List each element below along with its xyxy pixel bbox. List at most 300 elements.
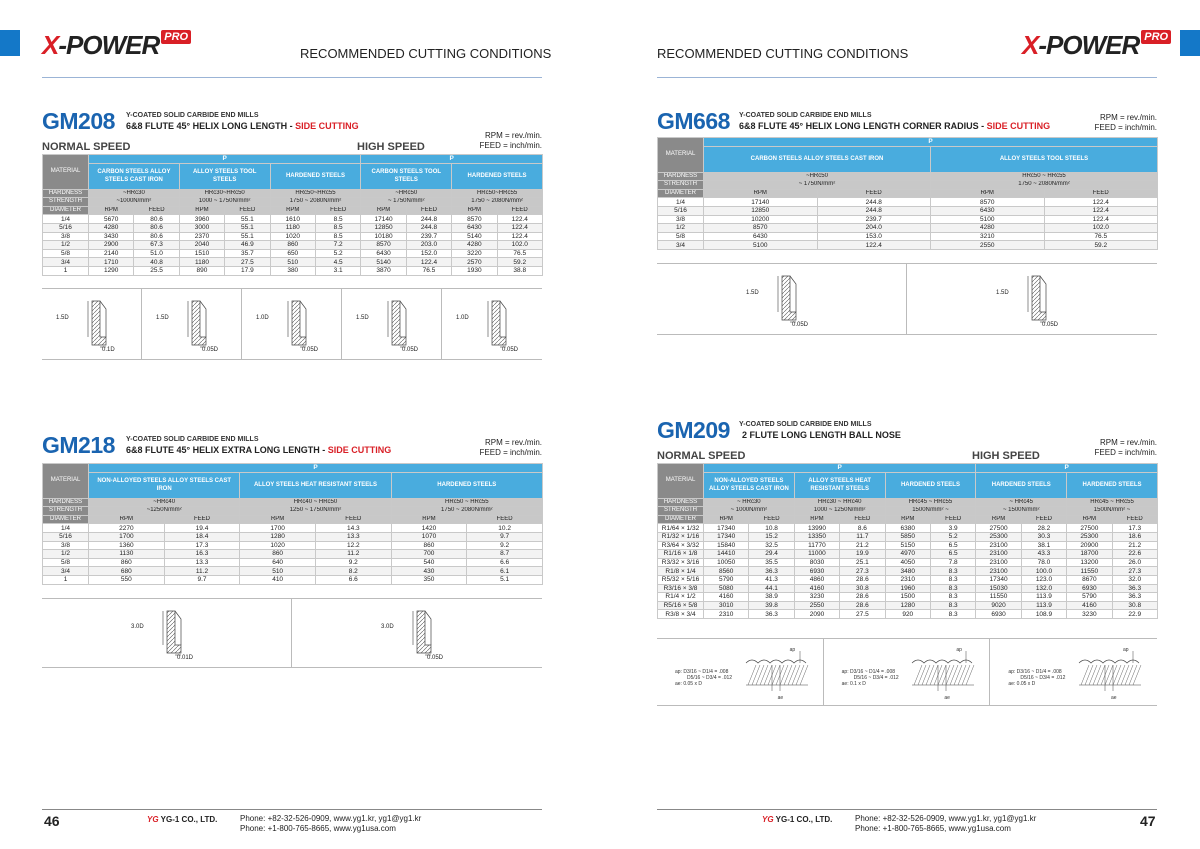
table-row	[43, 567, 543, 576]
value-cell: 67.3	[134, 241, 179, 250]
value-cell: 13.3	[164, 558, 240, 567]
value-cell: 12.2	[315, 541, 391, 550]
value-cell: 5080	[704, 584, 749, 593]
value-cell: 152.0	[406, 249, 451, 258]
table-row	[658, 593, 1158, 602]
table-row	[43, 241, 543, 250]
contact-info: Phone: +82-32-526-0909, www.yg1.kr, yg1@yg1.kr Phone: +1-800-765-8665, www.yg1usa.com	[855, 814, 1037, 833]
value-cell: 26.0	[1112, 558, 1157, 567]
value-cell: 25.1	[840, 558, 885, 567]
value-cell: 8.3	[930, 601, 975, 610]
value-cell: 13990	[794, 524, 839, 533]
value-cell: 4160	[704, 593, 749, 602]
material-label: MATERIAL	[43, 155, 89, 190]
product-code: GM209	[657, 417, 730, 443]
value-cell: 113.9	[1021, 601, 1066, 610]
units-legend: RPM = rev./min. FEED = inch/min.	[1094, 438, 1157, 457]
cutting-profile-icon	[178, 297, 218, 351]
value-cell: 23100	[976, 558, 1021, 567]
product-subtitle: Y-COATED SOLID CARBIDE END MILLS	[126, 436, 259, 443]
value-cell: 55.1	[225, 215, 270, 224]
value-cell: 35.5	[749, 558, 794, 567]
material-group: HARDENED STEELS	[976, 472, 1067, 498]
value-cell: 239.7	[817, 215, 931, 224]
cutting-diagram	[242, 289, 342, 359]
value-cell: 1420	[391, 524, 467, 533]
value-cell: 550	[89, 575, 165, 584]
table-row	[43, 232, 543, 241]
high-speed-label: HIGH SPEED	[972, 450, 1040, 462]
value-cell: 8570	[704, 224, 818, 233]
table-row	[43, 249, 543, 258]
feed-header: FEED	[406, 206, 451, 215]
value-cell: 203.0	[406, 241, 451, 250]
value-cell: 890	[179, 266, 224, 275]
value-cell: 2550	[931, 241, 1045, 250]
rpm-header: RPM	[452, 206, 497, 215]
value-cell: 8.3	[930, 593, 975, 602]
ball-nose-profile-icon	[908, 645, 978, 695]
table-row	[43, 215, 543, 224]
value-cell: 36.3	[749, 610, 794, 619]
strength-value: 1750 ~ 2080N/mm²	[931, 181, 1158, 190]
ae-label: ae	[944, 695, 950, 701]
value-cell: 10180	[361, 232, 406, 241]
depth-label: 1.5D	[356, 315, 369, 321]
rpm-header: RPM	[931, 189, 1045, 198]
product-subtitle: Y-COATED SOLID CARBIDE END MILLS	[739, 112, 872, 119]
value-cell: 350	[391, 575, 467, 584]
table-row	[43, 532, 543, 541]
table-row	[43, 541, 543, 550]
value-cell: 13350	[794, 532, 839, 541]
product-code: GM208	[42, 108, 115, 134]
hardness-value: HRc50~HRc55	[270, 189, 361, 198]
product-description: 6&8 FLUTE 45° HELIX LONG LENGTH - SIDE CUTTING	[126, 121, 359, 131]
normal-speed-label: NORMAL SPEED	[42, 141, 131, 153]
value-cell: 17.9	[225, 266, 270, 275]
hardness-label: HARDNESS	[43, 189, 89, 198]
table-row	[43, 550, 543, 559]
cutting-diagram	[292, 599, 542, 667]
value-cell: 76.5	[497, 249, 542, 258]
diameter-cell: 3/4	[43, 258, 89, 267]
strength-value: ~ 1750N/mm²	[704, 181, 931, 190]
diameter-cell: 1/4	[658, 198, 704, 207]
value-cell: 80.6	[134, 215, 179, 224]
ball-nose-profile-icon	[742, 645, 812, 695]
value-cell: 6380	[885, 524, 930, 533]
value-cell: 8.3	[930, 584, 975, 593]
value-cell: 8.5	[315, 223, 360, 232]
value-cell: 5.1	[467, 575, 543, 584]
hardness-value: HRc30~HRc50	[179, 189, 270, 198]
table-row	[658, 558, 1158, 567]
strength-value: ~ 1500N/mm²	[976, 507, 1067, 516]
diameter-cell: 1	[43, 266, 89, 275]
material-group: HARDENED STEELS	[391, 472, 542, 498]
value-cell: 860	[240, 550, 316, 559]
value-cell: 700	[391, 550, 467, 559]
table-row	[658, 206, 1158, 215]
value-cell: 1510	[179, 249, 224, 258]
diameter-cell: R3/32 × 3/16	[658, 558, 704, 567]
feed-header: FEED	[497, 206, 542, 215]
value-cell: 41.3	[749, 575, 794, 584]
value-cell: 2040	[179, 241, 224, 250]
strength-value: 1750 ~ 2080N/mm²	[391, 507, 542, 516]
value-cell: 1290	[89, 266, 134, 275]
value-cell: 122.4	[497, 232, 542, 241]
width-label: 0.05D	[427, 655, 444, 661]
diameter-label: DIAMETER	[658, 189, 704, 198]
product-description: 2 FLUTE LONG LENGTH BALL NOSE	[742, 430, 901, 440]
value-cell: 9020	[976, 601, 1021, 610]
value-cell: 6930	[976, 610, 1021, 619]
depth-label: 1.0D	[456, 315, 469, 321]
value-cell: 14410	[704, 550, 749, 559]
hardness-value: ~ HRc45	[976, 498, 1067, 507]
value-cell: 10200	[704, 215, 818, 224]
value-cell: 23100	[976, 541, 1021, 550]
value-cell: 7.8	[930, 558, 975, 567]
value-cell: 860	[270, 241, 315, 250]
iso-group-p: P	[976, 464, 1158, 473]
strength-value: 1250 ~ 1750N/mm²	[240, 507, 391, 516]
rpm-header: RPM	[240, 515, 316, 524]
diameter-cell: R3/64 × 3/32	[658, 541, 704, 550]
width-label: 0.01D	[177, 655, 194, 661]
value-cell: 19.4	[164, 524, 240, 533]
value-cell: 17.3	[1112, 524, 1157, 533]
rpm-header: RPM	[391, 515, 467, 524]
value-cell: 5850	[885, 532, 930, 541]
hardness-value: ~ HRc30	[704, 498, 795, 507]
value-cell: 510	[240, 567, 316, 576]
value-cell: 2310	[885, 575, 930, 584]
value-cell: 12850	[361, 223, 406, 232]
table-row	[43, 575, 543, 584]
value-cell: 80.6	[134, 223, 179, 232]
diameter-cell: 5/8	[43, 558, 89, 567]
value-cell: 650	[270, 249, 315, 258]
ball-nose-note	[824, 639, 991, 705]
value-cell: 3010	[704, 601, 749, 610]
diameter-cell: 5/16	[43, 223, 89, 232]
strength-value: ~1250N/mm²	[89, 507, 240, 516]
company-logo: YG YG-1 CO., LTD.	[762, 815, 833, 824]
value-cell: 8.5	[315, 232, 360, 241]
page-title: RECOMMENDED CUTTING CONDITIONS	[300, 46, 552, 61]
value-cell: 10050	[704, 558, 749, 567]
value-cell: 380	[270, 266, 315, 275]
value-cell: 113.9	[1021, 593, 1066, 602]
table-row	[658, 224, 1158, 233]
diameter-cell: 5/16	[658, 206, 704, 215]
value-cell: 8.3	[930, 575, 975, 584]
value-cell: 6.6	[315, 575, 391, 584]
cutting-diagram	[657, 264, 907, 334]
cutting-table-gm209	[657, 463, 1158, 619]
value-cell: 27500	[976, 524, 1021, 533]
diameter-label: DIAMETER	[658, 515, 704, 524]
hardness-value: HRc50 ~ HRc55	[931, 172, 1158, 181]
value-cell: 23100	[976, 567, 1021, 576]
value-cell: 100.0	[1021, 567, 1066, 576]
cutting-diagram	[442, 289, 542, 359]
strength-label: STRENGTH	[658, 507, 704, 516]
material-label: MATERIAL	[658, 138, 704, 173]
value-cell: 10.2	[467, 524, 543, 533]
table-row	[43, 266, 543, 275]
ap-ae-note: ap: D3/16 ~ D1/4 = .008 D5/16 ~ D3/4 = .012 ae: 0.05 x D	[1008, 669, 1066, 687]
value-cell: 6.5	[930, 541, 975, 550]
value-cell: 5100	[704, 241, 818, 250]
value-cell: 11.7	[840, 532, 885, 541]
value-cell: 3960	[179, 215, 224, 224]
hardness-value: ~HRc30	[89, 189, 180, 198]
cutting-profile-icon	[768, 272, 808, 326]
value-cell: 8.6	[840, 524, 885, 533]
value-cell: 15030	[976, 584, 1021, 593]
value-cell: 4860	[794, 575, 839, 584]
value-cell: 122.4	[1044, 198, 1158, 207]
rpm-header: RPM	[885, 515, 930, 524]
value-cell: 76.5	[1044, 232, 1158, 241]
value-cell: 11550	[976, 593, 1021, 602]
value-cell: 17340	[704, 524, 749, 533]
value-cell: 17340	[704, 532, 749, 541]
diameter-cell: R1/16 × 1/8	[658, 550, 704, 559]
feed-header: FEED	[1044, 189, 1158, 198]
value-cell: 2550	[794, 601, 839, 610]
table-row	[658, 241, 1158, 250]
value-cell: 4160	[794, 584, 839, 593]
feed-header: FEED	[817, 189, 931, 198]
value-cell: 1500	[885, 593, 930, 602]
value-cell: 80.6	[134, 232, 179, 241]
value-cell: 6930	[794, 567, 839, 576]
strength-value: 1500N/mm² ~	[1067, 507, 1158, 516]
rpm-header: RPM	[1067, 515, 1112, 524]
material-group: ALLOY STEELS HEAT RESISTANT STEELS	[240, 472, 391, 498]
value-cell: 4.5	[315, 258, 360, 267]
ap-label: ap	[1122, 647, 1129, 653]
value-cell: 3870	[361, 266, 406, 275]
value-cell: 1020	[270, 232, 315, 241]
table-row	[658, 541, 1158, 550]
feed-header: FEED	[225, 206, 270, 215]
cutting-profile-icon	[1018, 272, 1058, 326]
value-cell: 35.7	[225, 249, 270, 258]
iso-group-p: P	[361, 155, 543, 164]
depth-label: 1.5D	[996, 290, 1009, 296]
value-cell: 10.8	[749, 524, 794, 533]
value-cell: 122.4	[497, 215, 542, 224]
rpm-header: RPM	[794, 515, 839, 524]
value-cell: 6430	[931, 206, 1045, 215]
table-row	[658, 575, 1158, 584]
table-row	[43, 258, 543, 267]
value-cell: 27.3	[840, 567, 885, 576]
value-cell: 76.5	[406, 266, 451, 275]
diagram-row-gm218	[42, 598, 542, 668]
material-group: ALLOY STEELS HEAT RESISTANT STEELS	[794, 472, 885, 498]
product-code: GM218	[42, 432, 115, 458]
value-cell: 39.8	[749, 601, 794, 610]
hardness-value: HRc30 ~ HRc40	[794, 498, 885, 507]
strength-value: 1750 ~ 2080N/mm²	[452, 198, 543, 207]
value-cell: 1360	[89, 541, 165, 550]
value-cell: 3.9	[930, 524, 975, 533]
cutting-diagram	[42, 289, 142, 359]
value-cell: 32.5	[749, 541, 794, 550]
value-cell: 3210	[931, 232, 1045, 241]
value-cell: 102.0	[497, 241, 542, 250]
diameter-cell: R5/32 × 5/16	[658, 575, 704, 584]
high-speed-label: HIGH SPEED	[357, 141, 425, 153]
value-cell: 4160	[1067, 601, 1112, 610]
product-description: 6&8 FLUTE 45° HELIX EXTRA LONG LENGTH - SIDE CUTTING	[126, 445, 392, 455]
page-tab-marker	[0, 30, 20, 56]
units-legend: RPM = rev./min. FEED = inch/min.	[1094, 113, 1157, 132]
value-cell: 14.3	[315, 524, 391, 533]
strength-value: 1750 ~ 2080N/mm²	[270, 198, 361, 207]
ball-nose-profile-icon	[1075, 645, 1145, 695]
table-row	[658, 532, 1158, 541]
ae-label: ae	[1110, 695, 1117, 701]
strength-value: ~1000N/mm²	[89, 198, 180, 207]
value-cell: 5.2	[930, 532, 975, 541]
value-cell: 21.2	[1112, 541, 1157, 550]
value-cell: 8.3	[930, 610, 975, 619]
diameter-cell: 1/4	[43, 215, 89, 224]
product-description: 6&8 FLUTE 45° HELIX LONG LENGTH CORNER RADIUS - SIDE CUTTING	[739, 121, 1051, 131]
value-cell: 38.9	[749, 593, 794, 602]
value-cell: 6.6	[467, 558, 543, 567]
value-cell: 2370	[179, 232, 224, 241]
value-cell: 30.8	[1112, 601, 1157, 610]
strength-value: ~ 1000N/mm²	[704, 507, 795, 516]
strength-value: 1000 ~ 1750N/mm²	[179, 198, 270, 207]
cutting-profile-icon	[153, 607, 193, 659]
value-cell: 1180	[179, 258, 224, 267]
rpm-header: RPM	[361, 206, 406, 215]
normal-speed-label: NORMAL SPEED	[657, 450, 746, 462]
cutting-diagram	[342, 289, 442, 359]
table-row	[43, 558, 543, 567]
diameter-cell: R3/16 × 3/8	[658, 584, 704, 593]
value-cell: 11550	[1067, 567, 1112, 576]
diameter-cell: 3/4	[658, 241, 704, 250]
value-cell: 8560	[704, 567, 749, 576]
value-cell: 5140	[452, 232, 497, 241]
value-cell: 1180	[270, 223, 315, 232]
table-row	[658, 601, 1158, 610]
value-cell: 59.2	[497, 258, 542, 267]
value-cell: 11770	[794, 541, 839, 550]
value-cell: 122.4	[817, 241, 931, 250]
value-cell: 3230	[1067, 610, 1112, 619]
hardness-label: HARDNESS	[658, 172, 704, 181]
diameter-cell: 1	[43, 575, 89, 584]
material-group: HARDENED STEELS	[452, 163, 543, 189]
diameter-cell: 3/8	[658, 215, 704, 224]
width-label: 0.05D	[502, 347, 519, 353]
value-cell: 9.7	[164, 575, 240, 584]
value-cell: 43.3	[1021, 550, 1066, 559]
cutting-profile-icon	[478, 297, 518, 351]
cutting-profile-icon	[403, 607, 443, 659]
value-cell: 18.6	[1112, 532, 1157, 541]
value-cell: 4050	[885, 558, 930, 567]
diameter-label: DIAMETER	[43, 515, 89, 524]
value-cell: 244.8	[817, 198, 931, 207]
value-cell: 22.6	[1112, 550, 1157, 559]
iso-group-p: P	[89, 155, 361, 164]
cutting-profile-icon	[378, 297, 418, 351]
strength-label: STRENGTH	[43, 507, 89, 516]
cutting-profile-icon	[278, 297, 318, 351]
rpm-header: RPM	[89, 206, 134, 215]
value-cell: 25.5	[134, 266, 179, 275]
company-logo: YG YG-1 CO., LTD.	[147, 815, 218, 824]
material-label: MATERIAL	[658, 464, 704, 499]
diameter-cell: 3/8	[43, 541, 89, 550]
value-cell: 204.0	[817, 224, 931, 233]
value-cell: 3220	[452, 249, 497, 258]
value-cell: 1960	[885, 584, 930, 593]
depth-label: 1.5D	[156, 315, 169, 321]
value-cell: 55.1	[225, 232, 270, 241]
value-cell: 19.9	[840, 550, 885, 559]
value-cell: 78.0	[1021, 558, 1066, 567]
table-row	[658, 198, 1158, 207]
strength-label: STRENGTH	[43, 198, 89, 207]
value-cell: 1070	[391, 532, 467, 541]
value-cell: 4280	[89, 223, 134, 232]
hardness-value: HRc50~HRc55	[452, 189, 543, 198]
hardness-value: ~HRc40	[89, 498, 240, 507]
strength-value: ~ 1750N/mm²	[361, 198, 452, 207]
feed-header: FEED	[840, 515, 885, 524]
material-group: HARDENED STEELS	[1067, 472, 1158, 498]
value-cell: 3430	[89, 232, 134, 241]
hardness-value: HRc40 ~ HRc50	[240, 498, 391, 507]
value-cell: 8570	[361, 241, 406, 250]
value-cell: 30.8	[840, 584, 885, 593]
contact-info: Phone: +82-32-526-0909, www.yg1.kr, yg1@yg1.kr Phone: +1-800-765-8665, www.yg1usa.com	[240, 814, 422, 833]
cutting-table-gm208	[42, 154, 543, 276]
value-cell: 122.4	[1044, 206, 1158, 215]
value-cell: 9.2	[315, 558, 391, 567]
table-row	[658, 610, 1158, 619]
value-cell: 122.4	[406, 258, 451, 267]
cutting-table-gm218	[42, 463, 543, 585]
width-label: 0.05D	[1042, 322, 1059, 328]
diameter-cell: R1/32 × 1/16	[658, 532, 704, 541]
value-cell: 2900	[89, 241, 134, 250]
value-cell: 16.3	[164, 550, 240, 559]
value-cell: 25300	[976, 532, 1021, 541]
cutting-diagram	[907, 264, 1157, 334]
width-label: 0.05D	[792, 322, 809, 328]
page-tab-marker	[1180, 30, 1200, 56]
rpm-header: RPM	[89, 515, 165, 524]
diameter-cell: R1/8 × 1/4	[658, 567, 704, 576]
iso-group-p: P	[704, 138, 1158, 147]
value-cell: 1130	[89, 550, 165, 559]
